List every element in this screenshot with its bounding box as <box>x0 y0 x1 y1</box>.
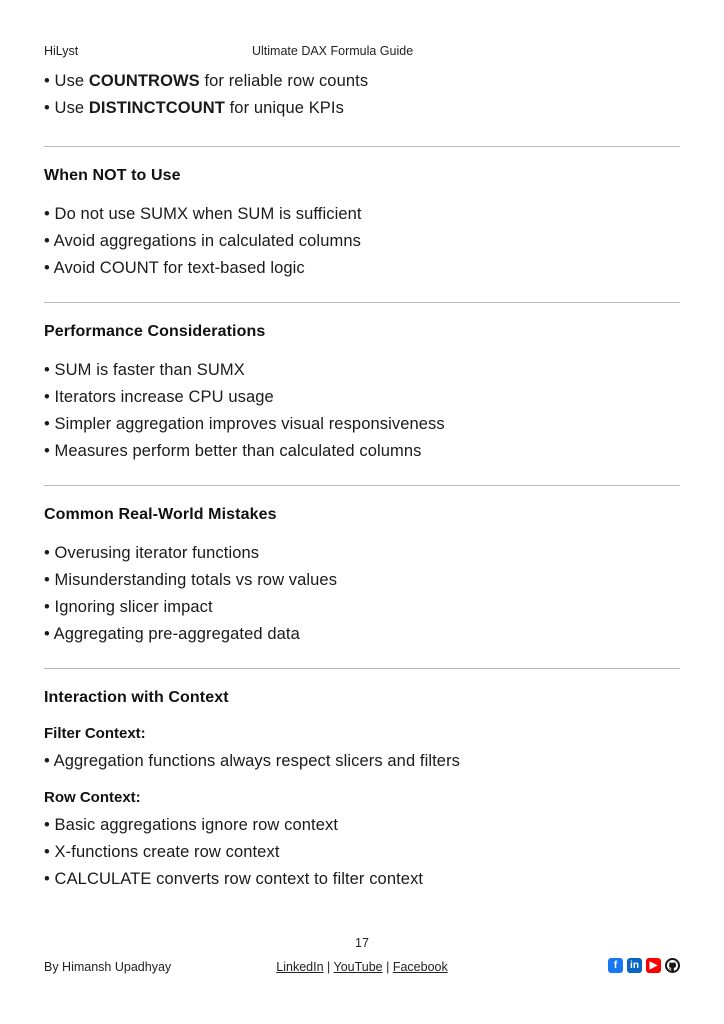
bullet-suffix: for unique KPIs <box>224 99 344 117</box>
section-heading-when-not-to-use: When NOT to Use <box>44 167 181 184</box>
author-credit: By Himansh Upadhyay <box>44 960 172 974</box>
list-item: • Do not use SUMX when SUM is sufficient <box>44 205 362 223</box>
page-content <box>44 68 680 893</box>
list-item: • Aggregating pre-aggregated data <box>44 625 300 643</box>
facebook-icon[interactable]: f <box>608 958 623 973</box>
list-item: • Ignoring slicer impact <box>44 598 213 616</box>
bullet-keyword: COUNTROWS <box>88 72 200 90</box>
brand-label: HiLyst <box>44 44 79 58</box>
list-item: • SUM is faster than SUMX <box>44 361 245 379</box>
linkedin-link[interactable]: LinkedIn <box>276 960 324 974</box>
subsection-heading-filter-context: Filter Context: <box>44 725 146 742</box>
document-title: Ultimate DAX Formula Guide <box>252 44 414 58</box>
bullet-prefix: • Use <box>44 72 89 90</box>
bullet-suffix: for reliable row counts <box>199 72 369 90</box>
list-item: • Avoid aggregations in calculated columns <box>44 232 361 250</box>
facebook-link[interactable]: Facebook <box>392 960 448 974</box>
link-separator: | <box>382 960 393 974</box>
linkedin-icon[interactable]: in <box>627 958 642 973</box>
list-item: • Measures perform better than calculated columns <box>44 442 422 460</box>
section-heading-interaction-with-context: Interaction with Context <box>44 689 229 706</box>
page-footer <box>0 936 724 988</box>
list-item: • Overusing iterator functions <box>44 544 260 562</box>
list-item: • Basic aggregations ignore row context <box>44 816 339 834</box>
section-heading-performance-considerations: Performance Considerations <box>44 323 266 340</box>
list-item: • CALCULATE converts row context to filter context <box>44 870 424 888</box>
list-item: • Simpler aggregation improves visual responsiveness <box>44 415 445 433</box>
youtube-link[interactable]: YouTube <box>333 960 383 974</box>
list-item <box>44 95 680 122</box>
list-item: • Iterators increase CPU usage <box>44 388 274 406</box>
bullet-prefix: • Use <box>44 99 89 117</box>
youtube-icon[interactable]: ▶ <box>646 958 661 973</box>
page-header <box>44 44 680 62</box>
link-separator: | <box>323 960 334 974</box>
github-icon[interactable] <box>665 958 680 973</box>
list-item: • Aggregation functions always respect slicers and filters <box>44 752 461 770</box>
subsection-heading-row-context: Row Context: <box>44 789 141 806</box>
list-item: • Misunderstanding totals vs row values <box>44 571 338 589</box>
list-item: • X-functions create row context <box>44 843 280 861</box>
social-icons <box>608 958 680 973</box>
section-heading-common-real-world-mistakes: Common Real-World Mistakes <box>44 506 277 523</box>
list-item: • Avoid COUNT for text-based logic <box>44 259 305 277</box>
bullet-keyword: DISTINCTCOUNT <box>88 99 225 117</box>
list-item <box>44 68 680 95</box>
page-number: 17 <box>355 936 369 950</box>
